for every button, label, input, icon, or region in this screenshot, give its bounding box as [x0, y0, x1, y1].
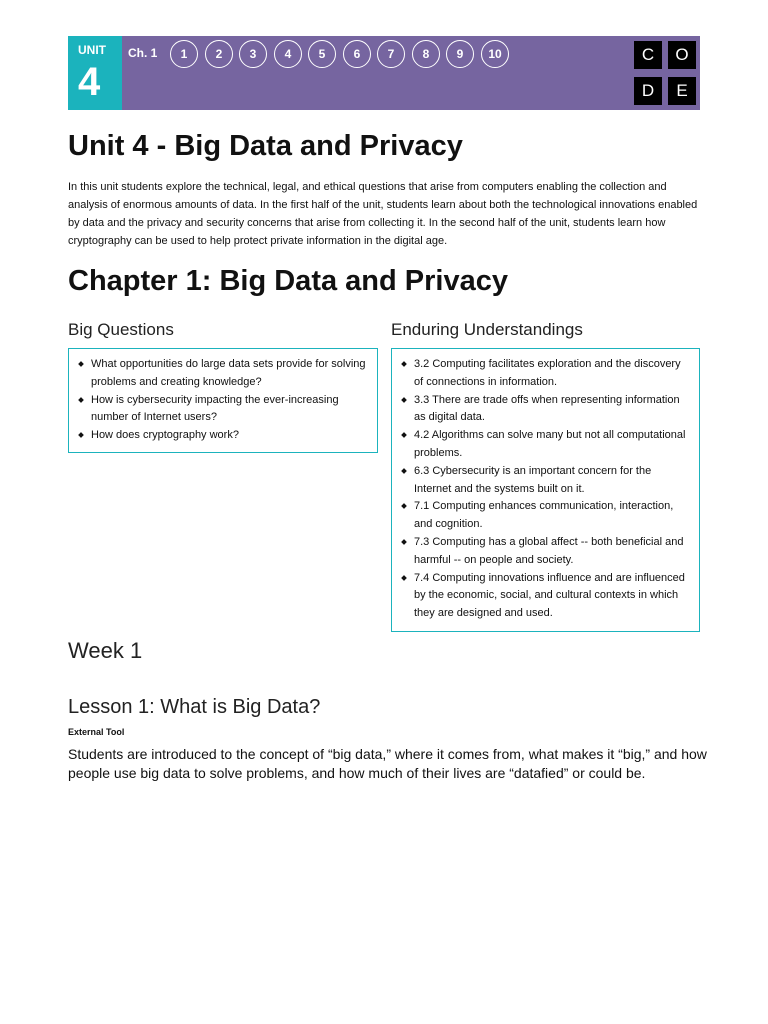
unit-intro: In this unit students explore the technical, legal, and ethical questions that arise from computers enabling the collection and analysis of enormous amounts of data. In the first half of the unit, students learn about both the technological innovations enabled by data and the privacy and security concerns that arise from collecting it. In the second half of the unit, students learn how cryptography can be used to help protect private information in the digital age.	[68, 181, 698, 247]
lesson-link-6[interactable]: 6	[343, 40, 371, 68]
logo-letter: C	[634, 41, 662, 69]
lesson-link-1[interactable]: 1	[170, 40, 198, 68]
logo-letter: O	[668, 41, 696, 69]
lesson-tool-label: External Tool	[68, 727, 125, 737]
lesson-link-2[interactable]: 2	[205, 40, 233, 68]
list-item: How is cybersecurity impacting the ever-increasing number of Internet users?	[75, 392, 369, 428]
code-logo	[634, 41, 698, 105]
big-questions-box	[68, 348, 378, 453]
lesson-link-10[interactable]: 10	[481, 40, 509, 68]
enduring-understandings-list	[398, 356, 691, 623]
unit-badge	[68, 36, 122, 110]
list-item: 3.3 There are trade offs when representing information as digital data.	[398, 392, 691, 428]
chapter-label: Ch. 1	[128, 46, 158, 60]
lesson-link-3[interactable]: 3	[239, 40, 267, 68]
list-item: 6.3 Cybersecurity is an important concern for the Internet and the systems built on it.	[398, 463, 691, 499]
enduring-understandings-heading: Enduring Understandings	[391, 320, 583, 339]
list-item: What opportunities do large data sets provide for solving problems and creating knowledge?	[75, 356, 369, 392]
lesson-link-5[interactable]: 5	[308, 40, 336, 68]
unit-number: 4	[78, 60, 101, 104]
logo-letter: E	[668, 77, 696, 105]
list-item: 4.2 Algorithms can solve many but not all computational problems.	[398, 427, 691, 463]
list-item: 7.4 Computing innovations influence and are influenced by the economic, social, and cultural contexts in which they are designed and used.	[398, 570, 691, 623]
lesson-link-9[interactable]: 9	[446, 40, 474, 68]
unit-label: UNIT	[78, 43, 106, 57]
lesson-link-7[interactable]: 7	[377, 40, 405, 68]
big-questions-list	[75, 356, 369, 445]
big-questions-heading: Big Questions	[68, 320, 174, 339]
list-item: 7.3 Computing has a global affect -- both beneficial and harmful -- on people and society.	[398, 534, 691, 570]
list-item: 7.1 Computing enhances communication, interaction, and cognition.	[398, 498, 691, 534]
enduring-understandings-box	[391, 348, 700, 632]
chapter-title: Chapter 1: Big Data and Privacy	[68, 265, 508, 297]
week-heading: Week 1	[68, 638, 143, 663]
list-item: 3.2 Computing facilitates exploration and the discovery of connections in information.	[398, 356, 691, 392]
lesson-title: Lesson 1: What is Big Data?	[68, 696, 321, 718]
lesson-link-4[interactable]: 4	[274, 40, 302, 68]
lesson-description: Students are introduced to the concept of “big data,” where it comes from, what makes it “big,” and how people use big data to solve problems, and how much of their lives are “datafied” or could be.	[68, 746, 707, 781]
unit-title: Unit 4 - Big Data and Privacy	[68, 130, 463, 162]
logo-letter: D	[634, 77, 662, 105]
lesson-link-8[interactable]: 8	[412, 40, 440, 68]
list-item: How does cryptography work?	[75, 427, 369, 445]
